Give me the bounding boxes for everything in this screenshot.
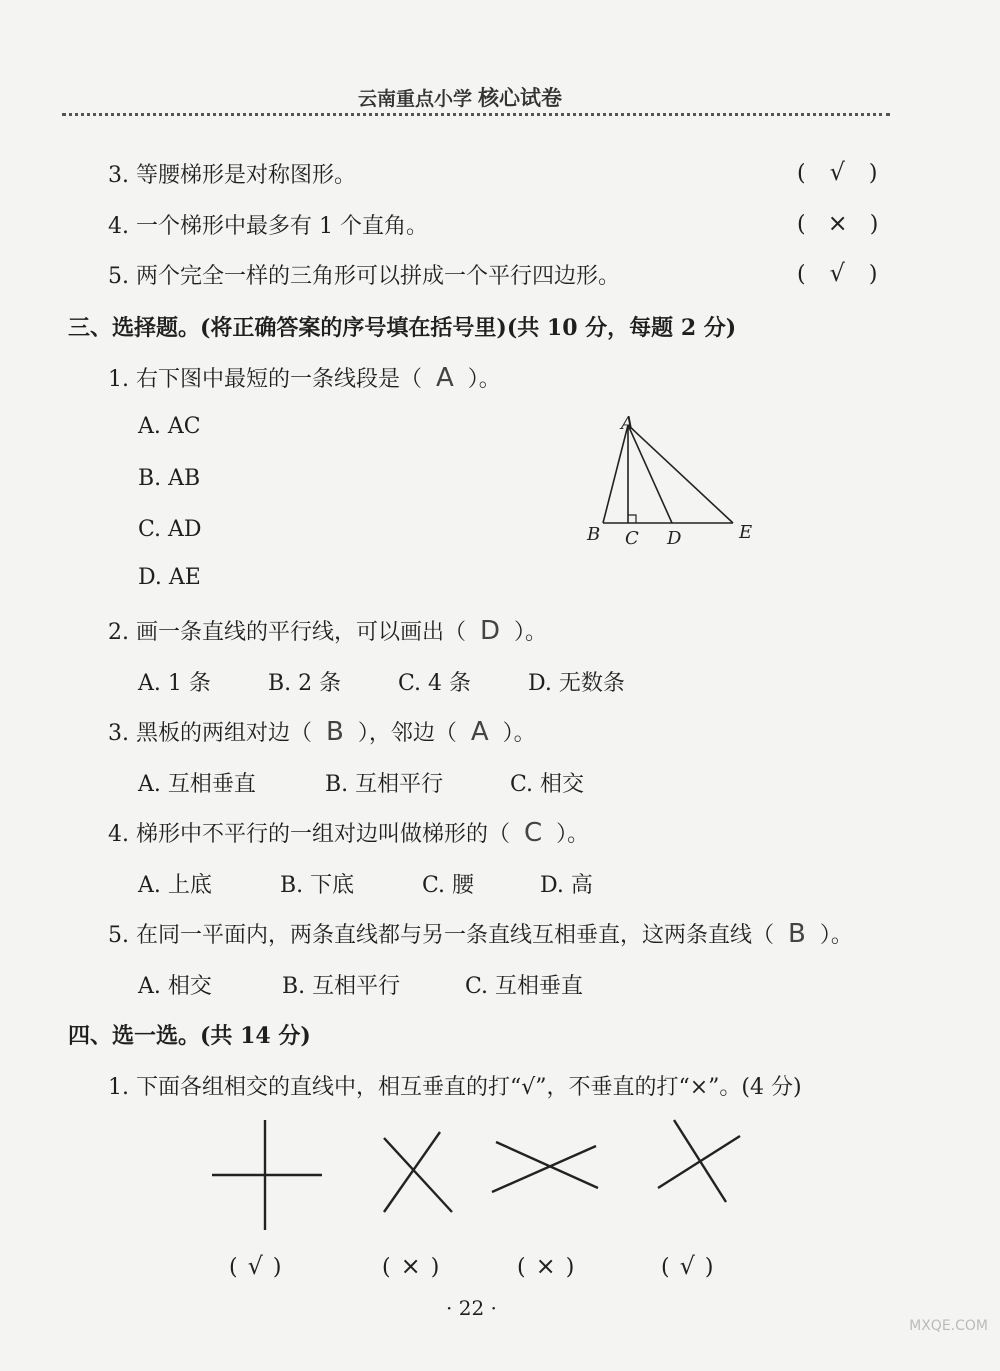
label-b: B <box>587 524 601 545</box>
s3-q1-stem-after: ）。 <box>467 367 501 392</box>
fig1-answer-box: ( √ ) <box>229 1252 282 1280</box>
header-series: 核心试卷 <box>478 85 563 110</box>
page-number: · 22 · <box>446 1296 497 1320</box>
judge-answer-5-box: ( √ ) <box>797 259 878 287</box>
s3-q1-stem <box>108 362 501 393</box>
fig3-answer-box: ( × ) <box>517 1252 575 1280</box>
triangle-figure <box>575 410 775 550</box>
header-school: 云南重点小学 <box>358 88 473 110</box>
fig3-answer: × <box>535 1252 556 1280</box>
s3-q5-stem-before: 5. 在同一平面内，两条直线都与另一条直线互相垂直，这两条直线（ <box>108 923 774 948</box>
s3-q2-stem-after: ）。 <box>514 620 548 645</box>
label-e: E <box>739 522 753 543</box>
s3-q3-stem-1: 3. 黑板的两组对边（ <box>108 721 312 746</box>
s3-q1-answer: A <box>435 363 454 393</box>
fig2-line-a <box>384 1138 452 1212</box>
s3-q5-option-a: A. 相交 <box>138 974 212 999</box>
line-figures <box>200 1112 760 1242</box>
judge-answer-4: × <box>827 209 848 237</box>
section4-title: 四、选一选。(共 14 分) <box>68 1023 311 1049</box>
s3-q1-option-b: B. AB <box>138 466 201 491</box>
s3-q4-option-b: B. 下底 <box>280 873 355 898</box>
s3-q2-option-a: A. 1 条 <box>138 671 211 696</box>
s3-q2-option-c: C. 4 条 <box>398 671 472 696</box>
s3-q5-answer: B <box>788 919 806 949</box>
judge-answer-3: √ <box>829 158 845 186</box>
s3-q2-option-d: D. 无数条 <box>528 671 625 696</box>
label-c: C <box>625 528 639 549</box>
judge-answer-4-box: ( × ) <box>797 209 879 237</box>
s3-q4-option-a: A. 上底 <box>138 873 212 898</box>
s3-q5-option-b: B. 互相平行 <box>282 974 401 999</box>
s3-q3-option-a: A. 互相垂直 <box>138 772 256 797</box>
fig4-answer-box: ( √ ) <box>661 1252 714 1280</box>
judge-item-3: 3. 等腰梯形是对称图形。 <box>108 163 356 188</box>
fig2-answer-box: ( × ) <box>382 1252 440 1280</box>
s3-q4-option-c: C. 腰 <box>422 873 475 898</box>
s3-q1-option-d: D. AE <box>138 565 201 590</box>
label-d: D <box>667 528 682 549</box>
s3-q4-stem-after: ）。 <box>556 822 590 847</box>
s3-q3-answer-2: A <box>470 717 489 747</box>
s3-q3-answer-1: B <box>325 717 344 747</box>
s3-q2-option-b: B. 2 条 <box>268 671 342 696</box>
s3-q3-stem <box>108 716 536 747</box>
judge-answer-5: √ <box>829 259 845 287</box>
header-divider <box>62 113 890 116</box>
s3-q4-option-d: D. 高 <box>540 873 593 898</box>
s3-q3-stem-2: ），邻边（ <box>357 721 457 746</box>
s4-q1-stem: 1. 下面各组相交的直线中，相互垂直的打“√”，不垂直的打“×”。(4 分) <box>108 1075 802 1100</box>
segment-ab <box>603 425 628 523</box>
section3-title: 三、选择题。(将正确答案的序号填在括号里)(共 10 分，每题 2 分) <box>68 315 737 341</box>
fig3-line-a <box>496 1142 598 1188</box>
s3-q2-answer: D <box>480 616 501 646</box>
s3-q4-stem <box>108 817 589 848</box>
fig1-answer: √ <box>247 1252 263 1280</box>
judge-answer-3-box: ( √ ) <box>797 158 878 186</box>
fig4-line-b <box>658 1136 740 1188</box>
fig2-line-b <box>384 1132 440 1212</box>
watermark: MXQE.COM <box>909 1318 988 1334</box>
s3-q1-stem-before: 1. 右下图中最短的一条线段是（ <box>108 367 422 392</box>
page-header <box>358 82 562 112</box>
s3-q5-stem-after: ）。 <box>819 923 853 948</box>
s3-q1-option-c: C. AD <box>138 517 202 542</box>
label-a: A <box>621 413 634 434</box>
segment-ad <box>628 425 672 523</box>
s3-q5-stem <box>108 918 853 949</box>
s3-q4-stem-before: 4. 梯形中不平行的一组对边叫做梯形的（ <box>108 822 510 847</box>
judge-item-5: 5. 两个完全一样的三角形可以拼成一个平行四边形。 <box>108 264 620 289</box>
judge-item-4: 4. 一个梯形中最多有 1 个直角。 <box>108 214 428 239</box>
fig3-line-b <box>492 1146 596 1192</box>
s3-q3-stem-3: ）。 <box>502 721 536 746</box>
s3-q3-option-b: B. 互相平行 <box>325 772 444 797</box>
segment-ae <box>628 425 733 523</box>
right-angle-mark <box>628 515 636 523</box>
s3-q3-option-c: C. 相交 <box>510 772 585 797</box>
s3-q2-stem <box>108 615 547 646</box>
s3-q1-option-a: A. AC <box>138 414 201 439</box>
fig4-answer: √ <box>679 1252 695 1280</box>
s3-q4-answer: C <box>524 818 543 848</box>
s3-q5-option-c: C. 互相垂直 <box>465 974 584 999</box>
s3-q2-stem-before: 2. 画一条直线的平行线，可以画出（ <box>108 620 466 645</box>
fig2-answer: × <box>400 1252 421 1280</box>
